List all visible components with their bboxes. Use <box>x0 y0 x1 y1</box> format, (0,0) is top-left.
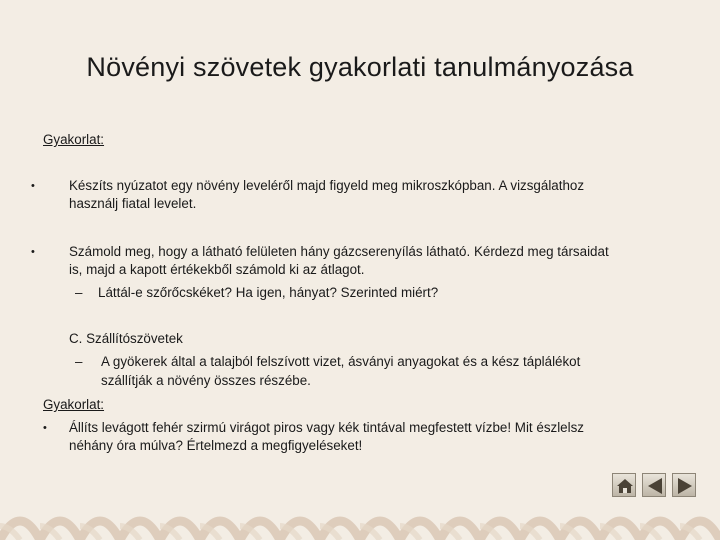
section-heading-practice-1: Gyakorlat: <box>43 132 105 147</box>
bullet-1-line-2: használj fiatal levelet. <box>69 196 197 211</box>
bullet-marker: • <box>31 246 35 258</box>
bullet-2-line-1: Számold meg, hogy a látható felületen hány gázcserenyílás látható. Kérdezd meg társaidat <box>69 244 609 259</box>
bullet-1-line-1: Készíts nyúzatot egy növény leveléről majd figyeld meg mikroszkópban. A vizsgálathoz <box>69 178 585 193</box>
bullet-marker: • <box>31 180 35 192</box>
previous-slide-button[interactable] <box>642 473 666 497</box>
home-icon <box>613 474 637 498</box>
section-c-sub-line-1: A gyökerek által a talajból felszívott vizet, ásványi anyagokat és a kész táplálékot <box>101 354 581 369</box>
bullet-3-line-2: néhány óra múlva? Értelmezd a megfigyeléseket! <box>69 438 363 453</box>
section-c-title: C. Szállítószövetek <box>69 331 183 346</box>
triangle-right-icon <box>673 474 697 498</box>
bullet-2-sub-item: Láttál-e szőrőcskéket? Ha igen, hányat? Szerinted miért? <box>98 285 439 300</box>
dash-marker: – <box>75 354 83 369</box>
slide-title: Növényi szövetek gyakorlati tanulmányozása <box>86 52 634 82</box>
bullet-marker: • <box>43 422 47 434</box>
section-heading-practice-2: Gyakorlat: <box>43 397 105 412</box>
next-slide-button[interactable] <box>672 473 696 497</box>
home-button[interactable] <box>612 473 636 497</box>
bullet-2-line-2: is, majd a kapott értékekből számold ki az átlagot. <box>69 262 365 277</box>
triangle-left-icon <box>643 474 667 498</box>
dash-marker: – <box>75 285 83 300</box>
bullet-3-line-1: Állíts levágott fehér szirmú virágot piros vagy kék tintával megfestett vízbe! Mit észlelsz <box>69 420 584 435</box>
section-c-sub-line-2: szállítják a növény összes részébe. <box>101 373 311 388</box>
decorative-bottom-band <box>0 498 720 540</box>
